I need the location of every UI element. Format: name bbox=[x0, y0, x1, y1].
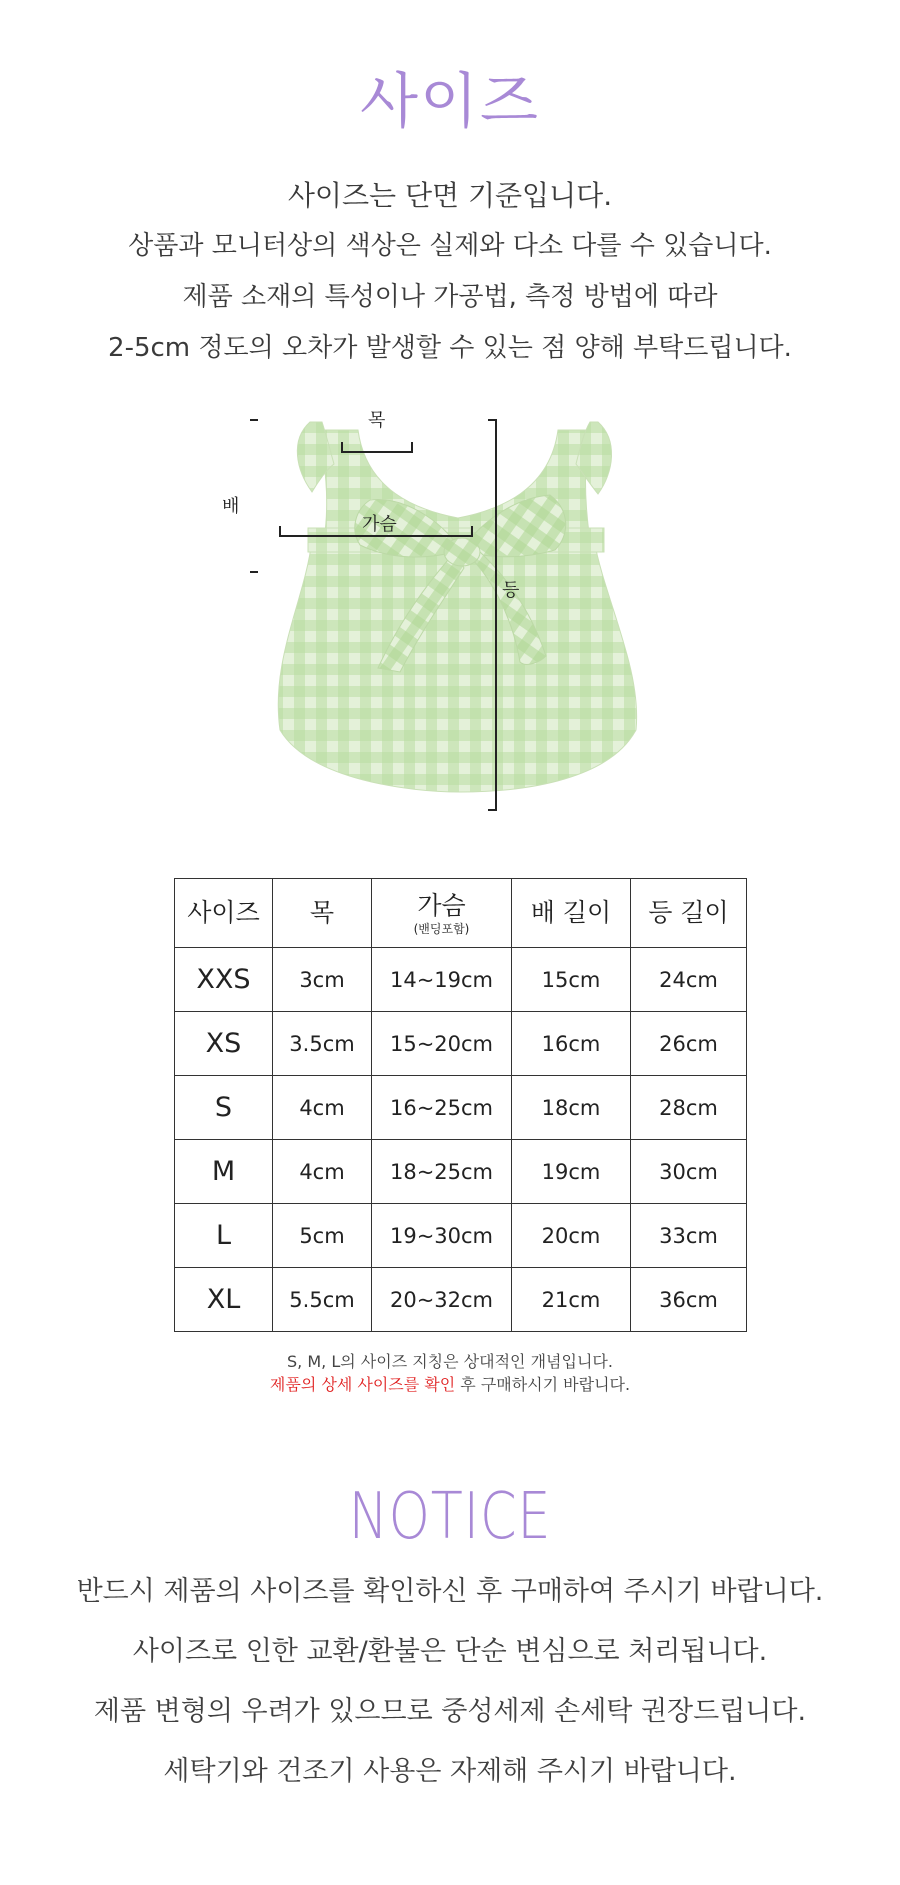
back-label: 등 bbox=[502, 580, 520, 601]
cell-neck: 5cm bbox=[273, 1204, 372, 1268]
header-belly-length: 배 길이 bbox=[512, 879, 631, 948]
header-neck: 목 bbox=[273, 879, 372, 948]
cell-size: S bbox=[175, 1076, 273, 1140]
cell-back: 28cm bbox=[631, 1076, 747, 1140]
cell-belly: 18cm bbox=[512, 1076, 631, 1140]
notice-text bbox=[0, 1562, 900, 1802]
cell-neck: 4cm bbox=[273, 1076, 372, 1140]
header-size: 사이즈 bbox=[175, 879, 273, 948]
cell-neck: 4cm bbox=[273, 1140, 372, 1204]
cell-back: 24cm bbox=[631, 948, 747, 1012]
cell-back: 33cm bbox=[631, 1204, 747, 1268]
bow-knot bbox=[444, 538, 480, 566]
size-chart-table bbox=[174, 878, 747, 1332]
cell-chest: 20~32cm bbox=[372, 1268, 512, 1332]
size-note-highlight: 제품의 상세 사이즈를 확인 bbox=[269, 1375, 456, 1394]
cell-chest: 14~19cm bbox=[372, 948, 512, 1012]
header-chest: 가슴 (밴딩포함) bbox=[372, 879, 512, 948]
cell-back: 30cm bbox=[631, 1140, 747, 1204]
cell-back: 36cm bbox=[631, 1268, 747, 1332]
cell-back: 26cm bbox=[631, 1012, 747, 1076]
table-row bbox=[175, 1204, 747, 1268]
header-back-length: 등 길이 bbox=[631, 879, 747, 948]
notice-line: 제품 변형의 우려가 있으므로 중성세제 손세탁 권장드립니다. bbox=[93, 1696, 807, 1727]
notice-line: 반드시 제품의 사이즈를 확인하신 후 구매하여 주시기 바랍니다. bbox=[76, 1576, 824, 1607]
notice-line: 사이즈로 인한 교환/환불은 단순 변심으로 처리됩니다. bbox=[132, 1636, 768, 1667]
size-note-rest: 후 구매하시기 바랍니다. bbox=[455, 1375, 631, 1394]
belly-label: 배 bbox=[222, 496, 240, 517]
intro-line: 2-5cm 정도의 오차가 발생할 수 있는 점 양해 부탁드립니다. bbox=[108, 333, 792, 363]
cell-neck: 3.5cm bbox=[273, 1012, 372, 1076]
cell-size: XS bbox=[175, 1012, 273, 1076]
intro-line: 상품과 모니터상의 색상은 실제와 다소 다를 수 있습니다. bbox=[128, 231, 772, 261]
size-section-title: 사이즈 bbox=[360, 67, 540, 137]
cell-size: M bbox=[175, 1140, 273, 1204]
table-row bbox=[175, 1268, 747, 1332]
table-row bbox=[175, 1076, 747, 1140]
cell-belly: 20cm bbox=[512, 1204, 631, 1268]
belly-measure-line bbox=[250, 420, 258, 572]
neck-label: 목 bbox=[368, 410, 386, 431]
cell-size: L bbox=[175, 1204, 273, 1268]
cell-chest: 15~20cm bbox=[372, 1012, 512, 1076]
cell-belly: 15cm bbox=[512, 948, 631, 1012]
intro-line: 사이즈는 단면 기준입니다. bbox=[287, 179, 613, 212]
notice-title: NOTICE bbox=[348, 1480, 552, 1554]
dress-measurement-illustration bbox=[250, 400, 670, 820]
measurement-diagram bbox=[222, 400, 670, 820]
size-intro-text bbox=[0, 170, 900, 374]
table-row bbox=[175, 948, 747, 1012]
cell-neck: 3cm bbox=[273, 948, 372, 1012]
cell-chest: 19~30cm bbox=[372, 1204, 512, 1268]
cell-belly: 21cm bbox=[512, 1268, 631, 1332]
cell-size: XL bbox=[175, 1268, 273, 1332]
table-row bbox=[175, 1140, 747, 1204]
cell-neck: 5.5cm bbox=[273, 1268, 372, 1332]
size-note bbox=[0, 1350, 900, 1396]
size-note-line1: S, M, L의 사이즈 지칭은 상대적인 개념입니다. bbox=[287, 1352, 613, 1371]
table-row bbox=[175, 1012, 747, 1076]
chest-label: 가슴 bbox=[362, 514, 397, 535]
cell-size: XXS bbox=[175, 948, 273, 1012]
notice-line: 세탁기와 건조기 사용은 자제해 주시기 바랍니다. bbox=[163, 1756, 737, 1787]
intro-line: 제품 소재의 특성이나 가공법, 측정 방법에 따라 bbox=[182, 282, 718, 312]
cell-belly: 19cm bbox=[512, 1140, 631, 1204]
cell-belly: 16cm bbox=[512, 1012, 631, 1076]
cell-chest: 18~25cm bbox=[372, 1140, 512, 1204]
table-header-row bbox=[175, 879, 747, 948]
size-note-line2 bbox=[0, 1373, 900, 1396]
cell-chest: 16~25cm bbox=[372, 1076, 512, 1140]
